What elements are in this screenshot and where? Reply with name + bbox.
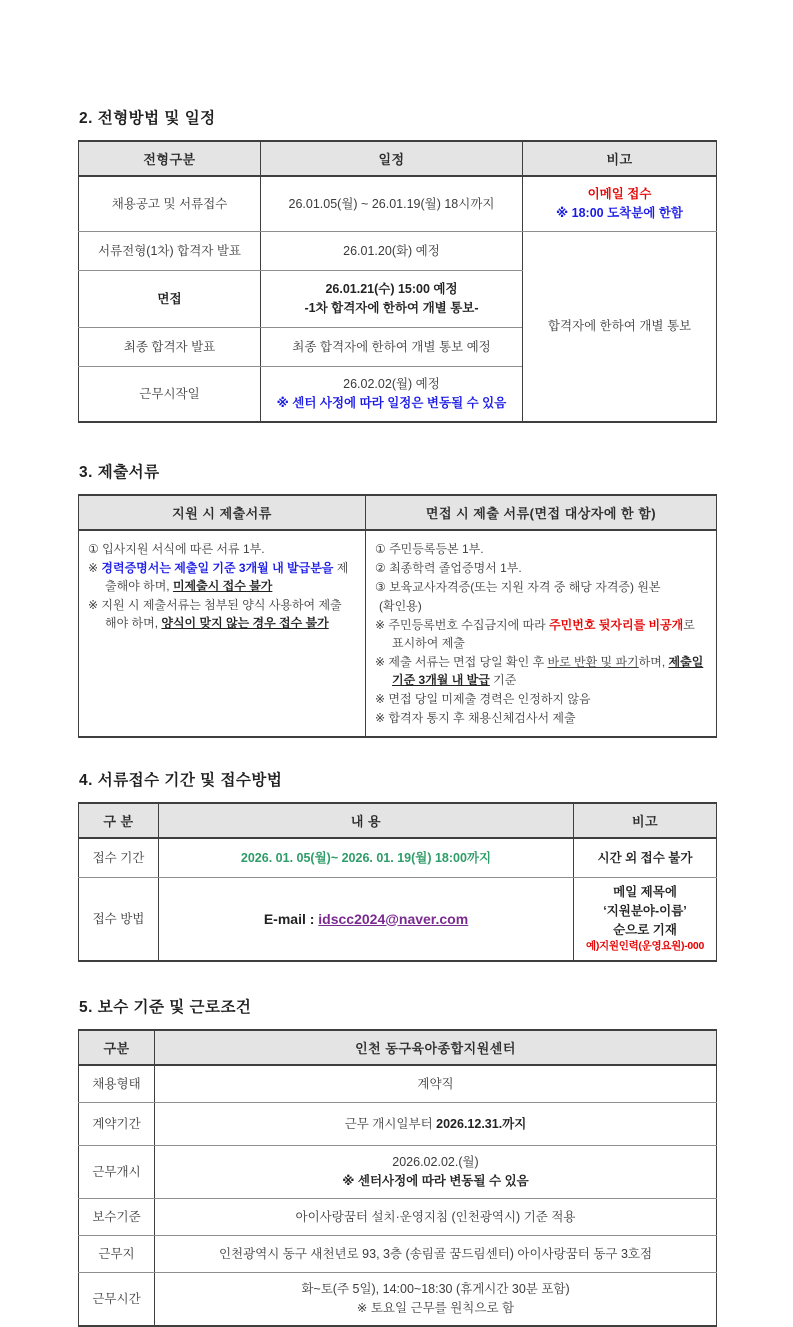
row-label: 근무지 xyxy=(79,1236,155,1273)
apply-documents-cell xyxy=(79,530,366,737)
row-label: 서류전형(1차) 합격자 발표 xyxy=(79,232,261,271)
interview-item-1: ① 주민등록등본 1부. xyxy=(375,542,484,556)
table-row xyxy=(79,878,717,962)
schedule-header-row xyxy=(79,141,717,176)
row-label: 계약기간 xyxy=(79,1103,155,1146)
row-schedule: 26.01.20(화) 예정 xyxy=(261,232,523,271)
work-hours: 화~토(주 5일), 14:00~18:30 (휴게시간 30분 포함) xyxy=(301,1282,570,1297)
start-date-caveat: ※ 센터 사정에 따라 일정은 변동될 수 있음 xyxy=(276,396,507,410)
section3-title: 3. 제출서류 xyxy=(79,464,160,481)
schedule-col-note: 비고 xyxy=(523,141,717,176)
table-row xyxy=(79,530,717,737)
mail-subject-example: 예)지원인력(운영요원)-000 xyxy=(586,940,704,953)
interview-note-3: ※ 면접 당일 미제출 경력은 인정하지 않음 xyxy=(375,692,591,706)
row-schedule: 최종 합격자에 한하여 개별 통보 예정 xyxy=(261,328,523,367)
application-col-content: 내 용 xyxy=(159,803,574,838)
schedule-table xyxy=(78,140,717,423)
email-link[interactable]: idscc2024@naver.com xyxy=(318,910,469,927)
contract-period-text: 근무 개시일부터 xyxy=(344,1116,437,1131)
interview-notice: -1차 합격자에 한하여 개별 통보- xyxy=(304,301,479,315)
work-start-date: 2026.02.02.(월) xyxy=(392,1155,479,1170)
row-label: 접수 기간 xyxy=(79,838,159,878)
documents-col-apply: 지원 시 제출서류 xyxy=(79,495,366,530)
row-label: 근무시간 xyxy=(79,1273,155,1327)
work-hours-note: ※ 토요일 근무를 원칙으로 함 xyxy=(356,1301,515,1315)
interview-item-3b: (확인용) xyxy=(379,599,422,613)
mail-subject-note-3: 순으로 기재 xyxy=(613,922,677,937)
start-date: 26.02.02(월) 예정 xyxy=(343,377,440,392)
note-text: ※ 제출 서류는 면접 당일 확인 후 xyxy=(375,655,548,669)
table-row xyxy=(79,1273,717,1327)
table-row xyxy=(79,1146,717,1199)
note-text: 제출해야 하며, xyxy=(105,561,349,593)
row-note xyxy=(523,176,717,232)
row-label: 채용형태 xyxy=(79,1065,155,1103)
conditions-table xyxy=(78,1029,717,1327)
table-row xyxy=(79,1199,717,1236)
application-period: 2026. 01. 05(월)~ 2026. 01. 19(월) 18:00까지 xyxy=(159,838,574,878)
conditions-header-row xyxy=(79,1030,717,1065)
row-label: 근무시작일 xyxy=(79,367,261,423)
mail-subject-note-1: 메일 제목에 xyxy=(613,885,677,899)
career-cert-warning: 경력증명서는 제출일 기준 3개월 내 발급분을 xyxy=(101,561,334,575)
table-row xyxy=(79,1103,717,1146)
work-hours-cell xyxy=(155,1273,717,1327)
employment-type: 계약직 xyxy=(155,1065,717,1103)
row-schedule xyxy=(261,367,523,423)
table-row xyxy=(79,232,717,271)
wrong-form-warning: 양식이 맞지 않는 경우 접수 불가 xyxy=(161,616,329,630)
return-destroy-note: 바로 반환 및 파기 xyxy=(547,655,639,669)
apply-item-1: ① 입사지원 서식에 따른 서류 1부. xyxy=(88,542,265,556)
note-text: ※ 지원 시 제출서류는 첨부된 양식 사용하여 제출 해야 하며, xyxy=(88,598,342,630)
interview-time: 26.01.21(수) 15:00 예정 xyxy=(325,282,458,297)
row-schedule xyxy=(261,271,523,328)
contract-period xyxy=(155,1103,717,1146)
email-label: E-mail : xyxy=(263,910,319,927)
documents-table xyxy=(78,494,717,738)
row-label: 근무개시 xyxy=(79,1146,155,1199)
note-marker: ※ xyxy=(88,561,102,575)
table-row xyxy=(79,838,717,878)
application-header-row xyxy=(79,803,717,838)
section2-title: 2. 전형방법 및 일정 xyxy=(79,110,216,127)
apply-note-2 xyxy=(88,596,356,632)
schedule-col-date: 일정 xyxy=(261,141,523,176)
application-col-type: 구 분 xyxy=(79,803,159,838)
work-start-cell xyxy=(155,1146,717,1199)
table-row xyxy=(79,176,717,232)
interview-item-2: ② 최종학력 졸업증명서 1부. xyxy=(375,561,522,575)
note-text: 하며, xyxy=(638,655,669,669)
interview-item-3: ③ 보육교사자격증(또는 지원 자격 중 해당 자격증) 원본 xyxy=(375,580,661,594)
documents-col-interview: 면접 시 제출 서류(면접 대상자에 한 함) xyxy=(366,495,717,530)
no-submit-warning: 미제출시 접수 불가 xyxy=(172,579,273,593)
merged-note-cell: 합격자에 한하여 개별 통보 xyxy=(523,232,717,423)
row-label: 보수기준 xyxy=(79,1199,155,1236)
application-table xyxy=(78,802,717,962)
note-text: 로 표시하여 제출 xyxy=(392,618,695,650)
conditions-col-type: 구분 xyxy=(79,1030,155,1065)
work-start-caveat: ※ 센터사정에 따라 변동될 수 있음 xyxy=(342,1174,529,1188)
note-text: ※ 주민등록번호 수집금지에 따라 xyxy=(375,618,550,632)
row-label: 최종 합격자 발표 xyxy=(79,328,261,367)
note-email-receipt: 이메일 접수 xyxy=(587,187,652,202)
row-label: 접수 방법 xyxy=(79,878,159,962)
note-text: 기준 xyxy=(489,673,517,687)
table-row xyxy=(79,1065,717,1103)
interview-note-2 xyxy=(375,653,707,689)
schedule-col-type: 전형구분 xyxy=(79,141,261,176)
period-note: 시간 외 접수 불가 xyxy=(574,838,717,878)
apply-note-1 xyxy=(88,559,356,595)
section5-title: 5. 보수 기준 및 근로조건 xyxy=(79,999,252,1016)
mail-subject-note-2: ‘지원분야-이름’ xyxy=(603,903,687,918)
row-label: 채용공고 및 서류접수 xyxy=(79,176,261,232)
interview-documents-cell xyxy=(366,530,717,737)
work-location: 인천광역시 동구 새천년로 93, 3층 (송림골 꿈드림센터) 아이사랑꿈터 동구 3호점 xyxy=(155,1236,717,1273)
interview-note-1 xyxy=(375,616,707,652)
pay-standard: 아이사랑꿈터 설치·운영지침 (인천광역시) 기준 적용 xyxy=(155,1199,717,1236)
contract-end-date: 2026.12.31.까지 xyxy=(436,1116,527,1131)
row-schedule: 26.01.05(월) ~ 26.01.19(월) 18시까지 xyxy=(261,176,523,232)
section4-title: 4. 서류접수 기간 및 접수방법 xyxy=(79,772,283,789)
table-row xyxy=(79,1236,717,1273)
privacy-warning: 주민번호 뒷자리를 비공개 xyxy=(549,618,684,632)
method-note-cell xyxy=(574,878,717,962)
application-col-note: 비고 xyxy=(574,803,717,838)
application-method-cell xyxy=(159,878,574,962)
conditions-col-center: 인천 동구육아종합지원센터 xyxy=(155,1030,717,1065)
row-label: 면접 xyxy=(79,271,261,328)
note-deadline: ※ 18:00 도착분에 한함 xyxy=(556,206,683,220)
documents-header-row xyxy=(79,495,717,530)
issue-window-note: 제출일 기준 3개월 내 발급 xyxy=(392,655,704,687)
interview-note-4: ※ 합격자 통지 후 채용신체검사서 제출 xyxy=(375,711,576,725)
